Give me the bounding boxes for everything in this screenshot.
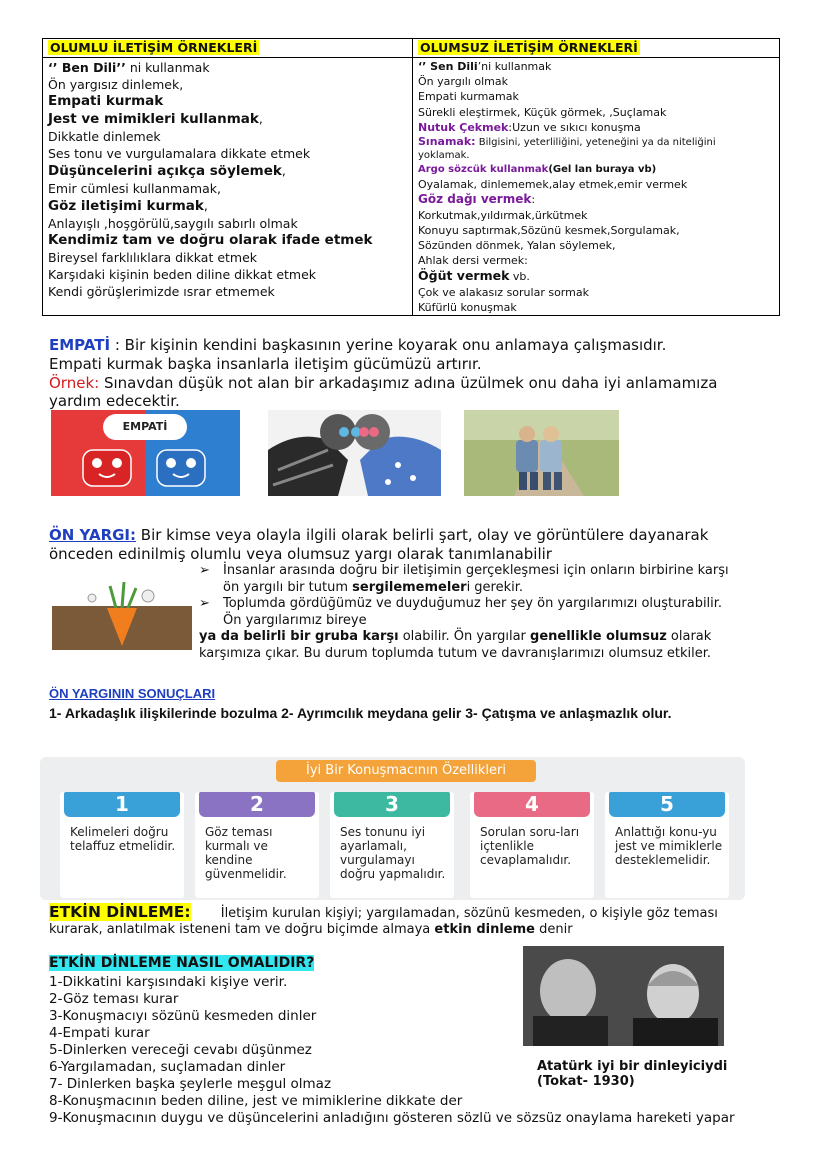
list-item: 6-Yargılamadan, suçlamadan dinler bbox=[49, 1059, 286, 1075]
list-item: 1-Dikkatini karşısındaki kişiye verir. bbox=[49, 974, 288, 990]
speaker-card-5 bbox=[605, 792, 729, 898]
card-text: Ses tonunu iyi ayarlamalı, vurgulamayı doğru yapmalıdır. bbox=[340, 825, 446, 881]
list-item: 2-Göz teması kurar bbox=[49, 991, 179, 1007]
list-item: 5-Dinlerken vereceği cevabı düşünmez bbox=[49, 1042, 312, 1058]
negative-header: OLUMSUZ İLETİŞİM ÖRNEKLERİ bbox=[413, 39, 779, 58]
speaker-card-2 bbox=[195, 792, 319, 898]
speaker-card-4 bbox=[470, 792, 594, 898]
ataturk-photo bbox=[523, 946, 724, 1046]
empathy-cartoon-image bbox=[51, 410, 240, 496]
prejudice-definition-line2: önceden edinilmiş olumlu veya olumsuz yargı olarak tanımlanabilir bbox=[49, 545, 552, 563]
list-item: 9-Konuşmacının duygu ve düşüncelerini anladığını gösteren sözlü ve sözsüz onaylama hareketi yapar bbox=[49, 1110, 735, 1126]
card-text: Göz teması kurmalı ve kendine güvenmelidir. bbox=[205, 825, 287, 881]
carrot-image bbox=[52, 578, 192, 650]
card-number: 2 bbox=[199, 792, 315, 817]
empathy-example-line2: yardım edecektir. bbox=[49, 392, 180, 410]
empathy-example: Örnek: Sınavdan düşük not alan bir arkadaşımız adına üzülmek onu daha iyi anlamamıza bbox=[49, 374, 718, 392]
active-listening-line2: kurarak, anlatılmak isteneni tam ve doğru biçimde almaya etkin dinleme denir bbox=[49, 922, 573, 937]
empathy-line2: Empati kurmak başka insanlarla iletişim gücümüzü artırır. bbox=[49, 355, 482, 373]
communication-table bbox=[42, 38, 780, 316]
empathy-speech-bubble: EMPATİ bbox=[103, 414, 187, 440]
speaker-card-3 bbox=[330, 792, 454, 898]
positive-column: OLUMLU İLETİŞİM ÖRNEKLERİ ‘’ Ben Dili’’ ni kullanmak Ön yargısız dinlemek, Empati kurmak Jest ve mimikleri kullanmak, Dikkatle dinlemek Ses tonu ve vurgulamalara dikkate etmek Düşüncelerini açıkça söylemek, Emir cümlesi kullanmamak, Göz iletişimi kurmak, Anlayışlı ,hoşgörülü,saygılı sabırlı olmak Kendimiz tam ve doğru olarak ifade etmek Bireysel farklılıklara dikkat etmek Karşıdaki kişinin beden diline dikkat etmek Kendi görüşlerimizde ısrar etmemek bbox=[43, 39, 413, 315]
prejudice-bullets: ➢ İnsanlar arasında doğru bir iletişimin gerçekleşmesi için onların birbirine karşı ön yargılı bir tutum sergilememeleri gerekir. ➢ Toplumda gördüğümüz ve duyduğumuz her şey ön yargılarımızı oluşturabilir. Ön yargılarımız bireye ya da belirli bir gruba karşı olabilir. Ön yargılar genellikle olumsuz olarak karşımıza çıkar. Bu durum toplumda tutum ve davranışlarımızı olumsuz etkiler. bbox=[199, 563, 729, 661]
prejudice-results-title: ÖN YARGININ SONUÇLARI bbox=[49, 686, 216, 701]
positive-header: OLUMLU İLETİŞİM ÖRNEKLERİ bbox=[43, 39, 412, 58]
panel-title: İyi Bir Konuşmacının Özellikleri bbox=[276, 760, 536, 782]
card-number: 5 bbox=[609, 792, 725, 817]
active-listening-definition: ETKİN DİNLEME: İletişim kurulan kişiyi; yargılamadan, sözünü kesmeden, o kişiyle göz teması bbox=[49, 903, 718, 921]
card-text: Anlattığı konu-yu jest ve mimiklerle desteklemelidir. bbox=[615, 825, 723, 867]
card-text: Sorulan soru-ları içtenlikle cevaplamalıdır. bbox=[480, 825, 580, 867]
list-item: 8-Konuşmacının beden diline, jest ve mimiklerine dikkate der bbox=[49, 1093, 463, 1109]
two-boys-image bbox=[464, 410, 619, 496]
list-item: 3-Konuşmacıyı sözünü kesmeden dinler bbox=[49, 1008, 317, 1024]
card-number: 1 bbox=[64, 792, 180, 817]
card-number: 3 bbox=[334, 792, 450, 817]
how-to-listen-title: ETKİN DİNLEME NASIL OMALIDIR? bbox=[49, 955, 315, 971]
binoculars-people-image bbox=[268, 410, 441, 496]
prejudice-definition: ÖN YARGI: Bir kimse veya olayla ilgili olarak belirli şart, olay ve görüntülere dayanarak bbox=[49, 526, 709, 544]
empathy-definition: EMPATİ : Bir kişinin kendini başkasının yerine koyarak onu anlamaya çalışmasıdır. bbox=[49, 336, 667, 354]
card-number: 4 bbox=[474, 792, 590, 817]
ataturk-caption: Atatürk iyi bir dinleyiciydi (Tokat- 1930) bbox=[537, 1059, 728, 1089]
negative-column: OLUMSUZ İLETİŞİM ÖRNEKLERİ ‘’ Sen Dili’ni kullanmak Ön yargılı olmak Empati kurmamak Sürekli eleştirmek, Küçük görmek, ,Suçlamak Nutuk Çekmek:Uzun ve sıkıcı konuşma Sınamak: Bilgisini, yeterliliğini, yeteneğini ya da niteliğini yoklamak. Argo sözcük kullanmak(Gel lan buraya vb) Oyalamak, dinlememek,alay etmek,emir vermek Göz dağı vermek: Korkutmak,yıldırmak,ürkütmek Konuyu saptırmak,Sözünü kesmek,Sorgulamak, Sözünden dönmek, Yalan söylemek, Ahlak dersi vermek: Öğüt vermek vb. Çok ve alakasız sorular sormak Küfürlü konuşmak bbox=[413, 39, 779, 315]
list-item: 4-Empati kurar bbox=[49, 1025, 150, 1041]
speaker-card-1 bbox=[60, 792, 184, 898]
list-item: 7- Dinlerken başka şeylerle meşgul olmaz bbox=[49, 1076, 332, 1092]
card-text: Kelimeleri doğru telaffuz etmelidir. bbox=[70, 825, 176, 853]
good-speaker-panel bbox=[40, 757, 745, 900]
prejudice-results-items: 1- Arkadaşlık ilişkilerinde bozulma 2- Ayrımcılık meydana gelir 3- Çatışma ve anlaşmazlık olur. bbox=[49, 705, 672, 721]
